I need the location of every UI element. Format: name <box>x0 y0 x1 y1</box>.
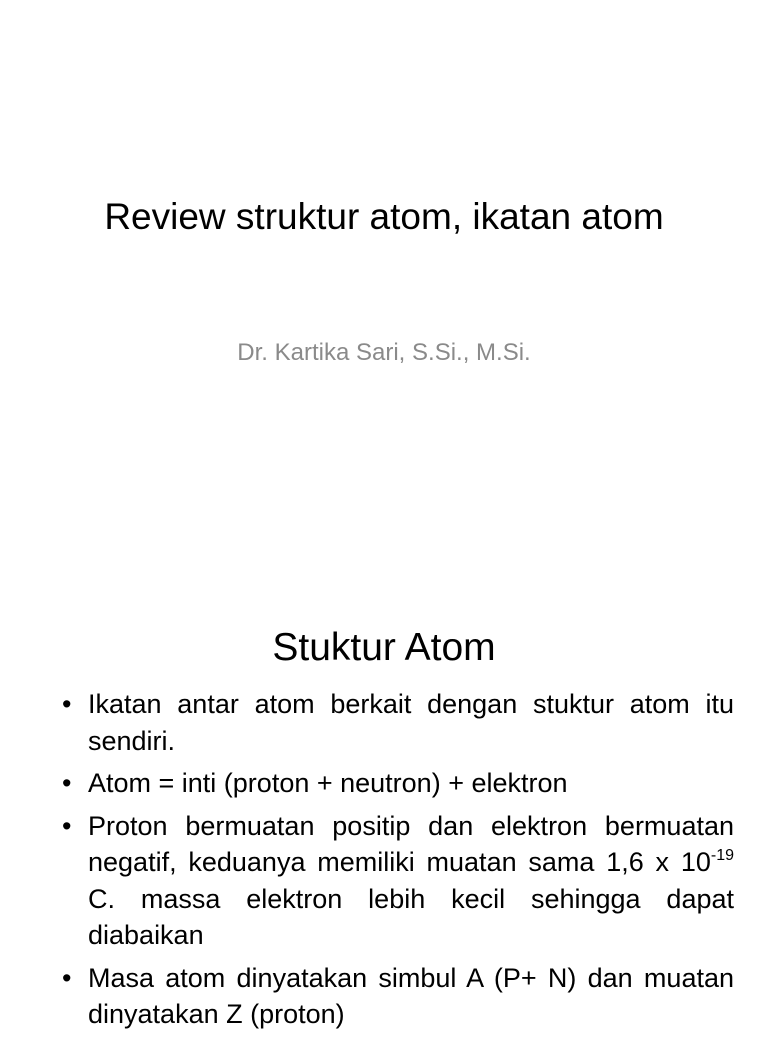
bullet-list <box>60 686 734 1039</box>
content-slide <box>0 576 768 1029</box>
bullet-text-before: Proton bermuatan positip dan elektron bermuatan negatif, keduanya memiliki muatan sama 1,6 x 10 <box>88 810 734 877</box>
bullet-icon: • <box>62 962 72 993</box>
bullet-icon: • <box>62 810 72 841</box>
bullet-item <box>60 808 734 954</box>
section-heading: Stuktur Atom <box>272 626 496 669</box>
bullet-text: Ikatan antar atom berkait dengan stuktur atom itu sendiri. <box>88 689 734 756</box>
bullet-icon: • <box>62 768 72 798</box>
exponent: -19 <box>710 847 734 864</box>
bullet-item <box>60 960 734 1033</box>
bullet-text-after: C. massa elektron lebih kecil sehingga dapat diabaikan <box>88 883 734 950</box>
slide-title: Review struktur atom, ikatan atom <box>104 196 664 237</box>
slide-subtitle: Dr. Kartika Sari, S.Si., M.Si. <box>237 339 531 366</box>
bullet-icon: • <box>62 689 72 719</box>
bullet-text <box>88 811 734 951</box>
bullet-text: Masa atom dinyatakan simbul A (P+ N) dan muatan dinyatakan Z (proton) <box>88 962 734 1029</box>
bullet-text: Atom = inti (proton + neutron) + elektron <box>88 768 568 798</box>
bullet-item <box>60 686 734 759</box>
bullet-item <box>60 765 734 802</box>
